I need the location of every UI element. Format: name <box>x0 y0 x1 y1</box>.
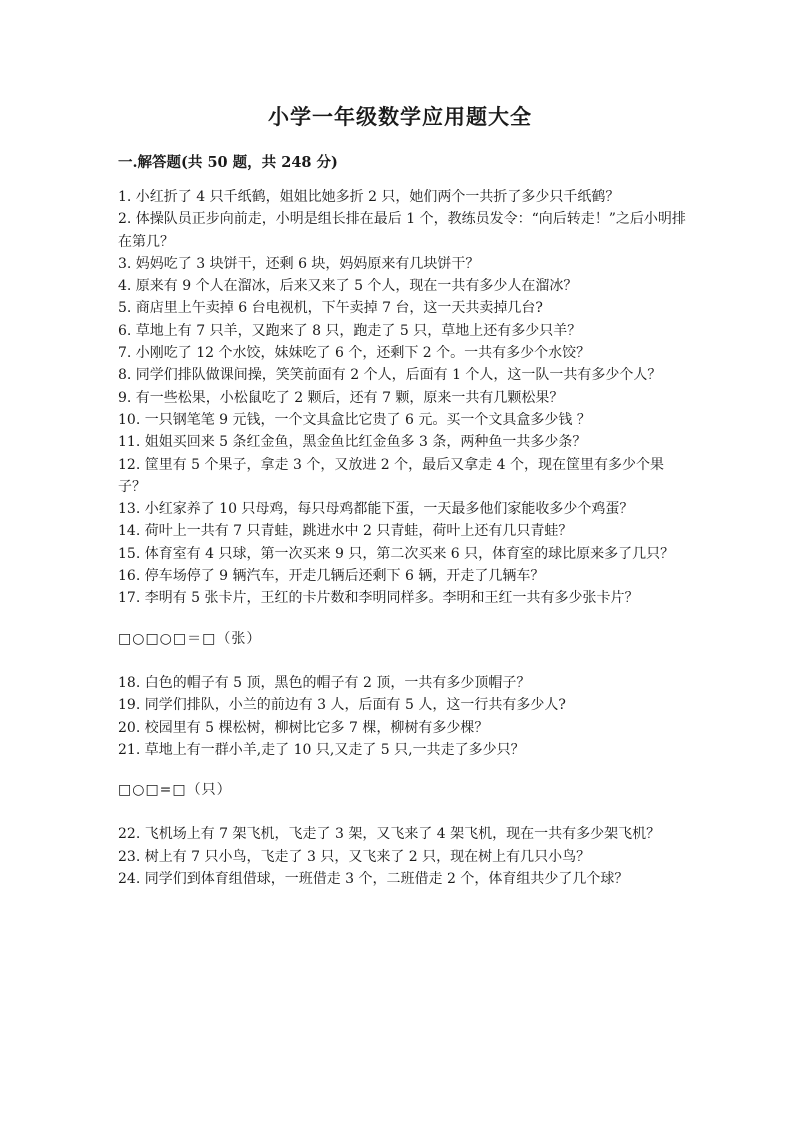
page-title: 小学一年级数学应用题大全 <box>268 104 532 129</box>
question-item: 5. 商店里上午卖掉 6 台电视机，下午卖掉 7 台，这一天共卖掉几台? <box>118 300 543 317</box>
question-item: 8. 同学们排队做课间操，笑笑前面有 2 个人，后面有 1 个人，这一队一共有多少个人？ <box>118 367 662 384</box>
answer-formula-sheep: □○□=□（只） <box>118 782 232 799</box>
question-item: 3. 妈妈吃了 3 块饼干，还剩 6 块，妈妈原来有几块饼干？ <box>118 255 480 272</box>
question-item: 18. 白色的帽子有 5 顶，黑色的帽子有 2 顶，一共有多少顶帽子？ <box>118 674 531 691</box>
question-item: 14. 荷叶上一共有 7 只青蛙，跳进水中 2 只青蛙，荷叶上还有几只青蛙？ <box>118 523 573 540</box>
question-item: 2. 体操队员正步向前走，小明是组长排在最后 1 个，教练员发令：“向后转走！”之后小明排在第几？ <box>118 211 686 250</box>
question-list <box>118 186 686 890</box>
question-item: 15. 体育室有 4 只球，第一次买来 9 只，第二次买来 6 只，体育室的球比原来多了几只？ <box>118 545 675 562</box>
question-item: 19. 同学们排队，小兰的前边有 3 人，后面有 5 人，这一行共有多少人? <box>118 697 566 714</box>
question-item: 1. 小红折了 4 只千纸鹤，姐姐比她多折 2 只，她们两个一共折了多少只千纸鹤？ <box>118 189 620 205</box>
question-item: 22. 飞机场上有 7 架飞机，飞走了 3 架，又飞来了 4 架飞机，现在一共有多少架飞机？ <box>118 826 661 843</box>
question-item: 12. 筐里有 5 个果子，拿走 3 个，又放进 2 个，最后又拿走 4 个，现在筐里有多少个果子？ <box>118 456 664 495</box>
question-group-2 <box>118 672 686 761</box>
answer-formula-cards: □○□○□＝□（张） <box>118 630 262 647</box>
question-group-3 <box>118 823 686 890</box>
question-item: 20. 校园里有 5 棵松树，柳树比它多 7 棵，柳树有多少棵？ <box>118 719 489 736</box>
question-item: 17. 李明有 5 张卡片，王红的卡片数和李明同样多。李明和王红一共有多少张卡片？ <box>118 590 639 607</box>
question-item: 4. 原来有 9 个人在溜冰，后来又来了 5 个人，现在一共有多少人在溜冰？ <box>118 278 578 295</box>
question-item: 16. 停车场停了 9 辆汽车，开走几辆后还剩下 6 辆，开走了几辆车？ <box>118 568 545 585</box>
question-item: 9. 有一些松果，小松鼠吃了 2 颗后，还有 7 颗，原来一共有几颗松果？ <box>118 389 564 406</box>
question-item: 7. 小刚吃了 12 个水饺，妹妹吃了 6 个，还剩下 2 个。一共有多少个水饺？ <box>118 345 591 362</box>
question-item: 11. 姐姐买回来 5 条红金鱼，黑金鱼比红金鱼多 3 条，两种鱼一共多少条？ <box>118 434 587 451</box>
question-item: 6. 草地上有 7 只羊，又跑来了 8 只，跑走了 5 只，草地上还有多少只羊？ <box>118 322 582 339</box>
section-heading: 一.解答题(共 50 题，共 248 分) <box>118 154 338 171</box>
question-item: 24. 同学们到体育组借球，一班借走 3 个，二班借走 2 个，体育组共少了几个球？ <box>118 871 629 888</box>
question-item: 10. 一只钢笔笔 9 元钱，一个文具盒比它贵了 6 元。买一个文具盒多少钱 ？ <box>118 411 591 428</box>
question-group-1 <box>118 186 686 610</box>
question-item: 23. 树上有 7 只小鸟，飞走了 3 只，又飞来了 2 只，现在树上有几只小鸟？ <box>118 848 591 865</box>
question-item: 21. 草地上有一群小羊,走了 10 只,又走了 5 只,一共走了多少只？ <box>118 741 525 758</box>
question-item: 13. 小红家养了 10 只母鸡，每只母鸡都能下蛋，一天最多他们家能收多少个鸡蛋？ <box>118 501 634 518</box>
